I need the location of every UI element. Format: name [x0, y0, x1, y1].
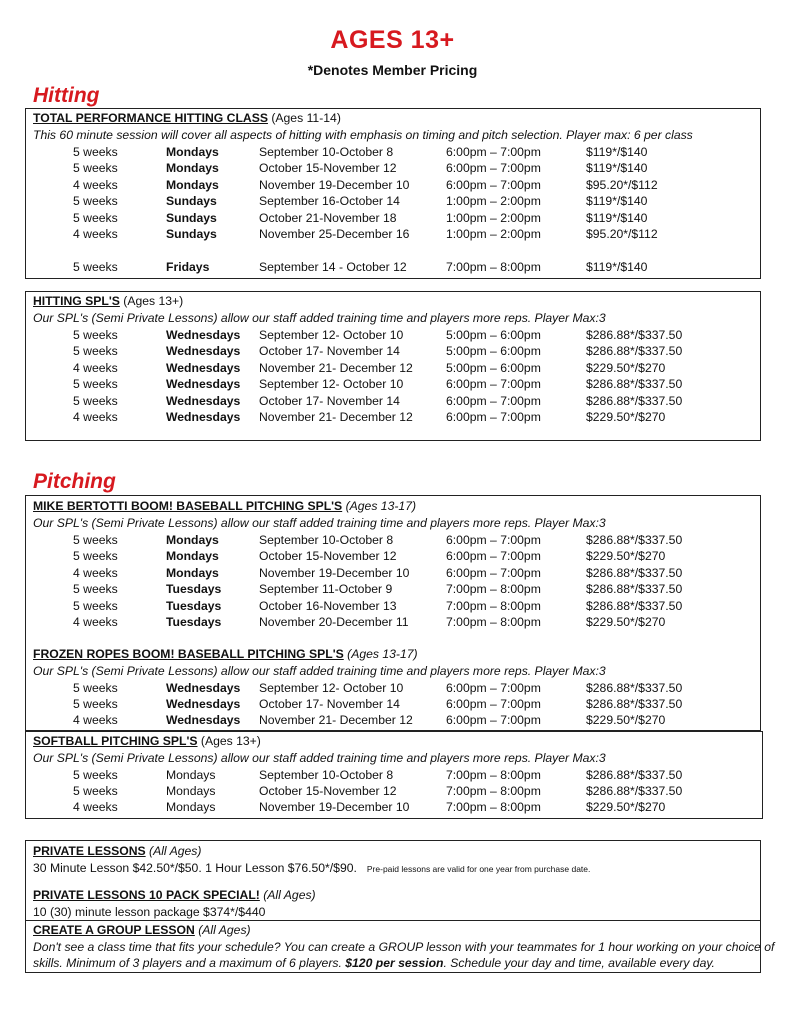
day-cell: Wednesdays: [166, 377, 241, 392]
private-ages: (All Ages): [145, 844, 202, 858]
weeks-cell: 5 weeks: [73, 328, 118, 342]
day-cell: Fridays: [166, 260, 210, 275]
hitting-heading: Hitting: [33, 84, 100, 107]
day-cell: Wednesdays: [166, 393, 241, 408]
time-cell: 6:00pm – 7:00pm: [446, 177, 541, 192]
dates-cell: November 21- December 12: [259, 713, 413, 728]
dates-cell: October 15-November 12: [259, 161, 397, 176]
class-name: MIKE BERTOTTI BOOM! BASEBALL PITCHING SPL'S: [33, 499, 343, 513]
time-cell: 6:00pm – 7:00pm: [446, 565, 541, 580]
dates-cell: September 16-October 14: [259, 194, 400, 209]
time-cell: 1:00pm – 2:00pm: [446, 210, 541, 225]
time-cell: 6:00pm – 7:00pm: [446, 410, 541, 424]
time-cell: 5:00pm – 6:00pm: [446, 344, 541, 359]
time-cell: 5:00pm – 6:00pm: [446, 360, 541, 375]
weeks-cell: 5 weeks: [73, 161, 118, 176]
price-cell: $286.88*/$337.50: [586, 565, 683, 580]
dates-cell: November 19-December 10: [259, 177, 410, 192]
time-cell: 6:00pm – 7:00pm: [446, 713, 541, 728]
class-ages: (Ages 13-17): [343, 647, 418, 661]
hitting-class-box: [25, 108, 761, 279]
price-cell: $95.20*/$112: [586, 227, 658, 241]
weeks-cell: 5 weeks: [73, 784, 118, 799]
time-cell: 6:00pm – 7:00pm: [446, 681, 541, 695]
price-cell: $286.88*/$337.50: [586, 697, 683, 712]
class-name: HITTING SPL'S: [33, 294, 120, 308]
day-cell: Tuesdays: [166, 582, 222, 597]
weeks-cell: 5 weeks: [73, 549, 118, 564]
time-cell: 7:00pm – 8:00pm: [446, 800, 541, 815]
price-cell: $286.88*/$337.50: [586, 598, 683, 613]
price-cell: $286.88*/$337.50: [586, 681, 683, 695]
time-cell: 6:00pm – 7:00pm: [446, 161, 541, 176]
softball-pitching-box: [25, 731, 763, 819]
day-cell: Mondays: [166, 161, 219, 176]
time-cell: 6:00pm – 7:00pm: [446, 697, 541, 712]
class-ages: (Ages 13-17): [342, 499, 417, 513]
group-title-line: [33, 923, 251, 937]
dates-cell: November 25-December 16: [259, 227, 410, 241]
dates-cell: November 19-December 10: [259, 565, 410, 580]
price-cell: $229.50*/$270: [586, 410, 666, 424]
weeks-cell: 5 weeks: [73, 393, 118, 408]
day-cell: Tuesdays: [166, 615, 222, 629]
weeks-cell: 5 weeks: [73, 768, 118, 782]
price-cell: $286.88*/$337.50: [586, 582, 683, 597]
time-cell: 7:00pm – 8:00pm: [446, 260, 541, 275]
weeks-cell: 5 weeks: [73, 598, 118, 613]
weeks-cell: 4 weeks: [73, 713, 118, 728]
weeks-cell: 5 weeks: [73, 697, 118, 712]
price-cell: $229.50*/$270: [586, 800, 666, 815]
day-cell: Wednesdays: [166, 681, 241, 695]
dates-cell: November 19-December 10: [259, 800, 410, 815]
group-ages: (All Ages): [194, 923, 251, 937]
dates-cell: October 15-November 12: [259, 549, 397, 564]
dates-cell: October 17- November 14: [259, 344, 400, 359]
dates-cell: November 21- December 12: [259, 410, 413, 424]
group-description-1: Don't see a class time that fits your schedule? You can create a GROUP lesson with your teammates for 1 hour working on your choice of: [33, 940, 775, 954]
price-cell: $119*/$140: [586, 161, 648, 176]
dates-cell: October 21-November 18: [259, 210, 397, 225]
class-title-line: [33, 647, 418, 661]
dates-cell: October 17- November 14: [259, 393, 400, 408]
price-cell: $119*/$140: [586, 194, 648, 209]
day-cell: Wednesdays: [166, 410, 241, 424]
day-cell: Wednesdays: [166, 360, 241, 375]
class-title-line: [33, 734, 261, 748]
day-cell: Sundays: [166, 227, 217, 241]
time-cell: 6:00pm – 7:00pm: [446, 145, 541, 159]
pitching-box: [25, 495, 761, 731]
price-cell: $119*/$140: [586, 210, 648, 225]
day-cell: Mondays: [166, 145, 219, 159]
private-price-line: [33, 861, 590, 875]
time-cell: 1:00pm – 2:00pm: [446, 227, 541, 241]
price-cell: $229.50*/$270: [586, 713, 666, 728]
class-description: Our SPL's (Semi Private Lessons) allow our staff added training time and players more reps. Player Max:3: [33, 311, 606, 325]
private-prices: 30 Minute Lesson $42.50*/$50. 1 Hour Lesson $76.50*/$90.: [33, 861, 357, 875]
weeks-cell: 4 weeks: [73, 565, 118, 580]
dates-cell: October 17- November 14: [259, 697, 400, 712]
weeks-cell: 5 weeks: [73, 260, 118, 275]
day-cell: Tuesdays: [166, 598, 222, 613]
weeks-cell: 4 weeks: [73, 800, 118, 815]
dates-cell: October 15-November 12: [259, 784, 397, 799]
day-cell: Mondays: [166, 768, 216, 782]
weeks-cell: 5 weeks: [73, 582, 118, 597]
day-cell: Mondays: [166, 549, 219, 564]
price-cell: $286.88*/$337.50: [586, 344, 683, 359]
dates-cell: September 12- October 10: [259, 681, 404, 695]
dates-cell: September 14 - October 12: [259, 260, 407, 275]
weeks-cell: 4 weeks: [73, 615, 118, 629]
class-name: SOFTBALL PITCHING SPL'S: [33, 734, 198, 748]
class-title-line: [33, 111, 341, 125]
dates-cell: September 12- October 10: [259, 328, 404, 342]
weeks-cell: 5 weeks: [73, 145, 118, 159]
class-name: FROZEN ROPES BOOM! BASEBALL PITCHING SPL'S: [33, 647, 344, 661]
price-cell: $229.50*/$270: [586, 549, 666, 564]
time-cell: 6:00pm – 7:00pm: [446, 377, 541, 392]
price-cell: $286.88*/$337.50: [586, 768, 683, 782]
class-description: Our SPL's (Semi Private Lessons) allow our staff added training time and players more reps. Player Max:3: [33, 516, 606, 530]
class-ages: (Ages 11-14): [267, 111, 341, 125]
pack-price: 10 (30) minute lesson package $374*/$440: [33, 905, 266, 919]
time-cell: 7:00pm – 8:00pm: [446, 615, 541, 629]
class-ages: (Ages 13+): [197, 734, 261, 748]
day-cell: Wednesdays: [166, 328, 241, 342]
price-cell: $229.50*/$270: [586, 360, 666, 375]
dates-cell: October 16-November 13: [259, 598, 397, 613]
pack-ages: (All Ages): [259, 888, 316, 902]
price-cell: $95.20*/$112: [586, 177, 658, 192]
day-cell: Wednesdays: [166, 713, 241, 728]
pack-title: PRIVATE LESSONS 10 PACK SPECIAL!: [33, 888, 260, 902]
day-cell: Mondays: [166, 533, 219, 547]
group-lesson-box: [25, 920, 775, 973]
dates-cell: September 10-October 8: [259, 145, 394, 159]
time-cell: 6:00pm – 7:00pm: [446, 393, 541, 408]
dates-cell: November 21- December 12: [259, 360, 413, 375]
class-ages: (Ages 13+): [119, 294, 184, 308]
dates-cell: September 10-October 8: [259, 533, 394, 547]
weeks-cell: 5 weeks: [73, 344, 118, 359]
member-pricing-note: *Denotes Member Pricing: [307, 62, 478, 78]
prepaid-note: Pre-paid lessons are valid for one year from purchase date.: [366, 864, 591, 874]
price-cell: $229.50*/$270: [586, 615, 666, 629]
day-cell: Mondays: [166, 565, 219, 580]
day-cell: Mondays: [166, 784, 216, 799]
class-description: Our SPL's (Semi Private Lessons) allow our staff added training time and players more reps. Player Max:3: [33, 664, 606, 678]
weeks-cell: 4 weeks: [73, 360, 118, 375]
day-cell: Sundays: [166, 210, 217, 225]
dates-cell: November 20-December 11: [259, 615, 409, 629]
pack-title-line: [33, 888, 316, 902]
time-cell: 7:00pm – 8:00pm: [446, 598, 541, 613]
weeks-cell: 5 weeks: [73, 533, 118, 547]
private-lessons-box: [25, 840, 761, 921]
class-title-line: [33, 499, 416, 513]
price-cell: $286.88*/$337.50: [586, 377, 683, 392]
weeks-cell: 5 weeks: [73, 681, 118, 695]
class-description: This 60 minute session will cover all aspects of hitting with emphasis on timing and pitch selection. Player max: 6 per class: [33, 128, 693, 142]
time-cell: 6:00pm – 7:00pm: [446, 549, 541, 564]
time-cell: 7:00pm – 8:00pm: [446, 768, 541, 782]
group-description-2: [33, 956, 715, 970]
private-title-line: [33, 844, 201, 858]
dates-cell: September 11-October 9: [259, 582, 393, 597]
pitching-heading: Pitching: [33, 470, 116, 493]
class-title-line: [33, 294, 183, 308]
weeks-cell: 5 weeks: [73, 377, 118, 392]
time-cell: 7:00pm – 8:00pm: [446, 582, 541, 597]
price-cell: $286.88*/$337.50: [586, 328, 683, 342]
hitting-spl-box: [25, 291, 761, 441]
time-cell: 7:00pm – 8:00pm: [446, 784, 541, 799]
day-cell: Sundays: [166, 194, 217, 209]
day-cell: Wednesdays: [166, 697, 241, 712]
price-cell: $286.88*/$337.50: [586, 784, 683, 799]
page-title: AGES 13+: [330, 26, 455, 54]
dates-cell: September 10-October 8: [259, 768, 394, 782]
price-cell: $119*/$140: [586, 260, 648, 275]
time-cell: 6:00pm – 7:00pm: [446, 533, 541, 547]
day-cell: Mondays: [166, 800, 216, 815]
dates-cell: September 12- October 10: [259, 377, 404, 392]
group-schedule-note: . Schedule your day and time, available every day.: [443, 956, 715, 970]
private-title: PRIVATE LESSONS: [33, 844, 146, 858]
class-name: TOTAL PERFORMANCE HITTING CLASS: [33, 111, 268, 125]
price-cell: $286.88*/$337.50: [586, 393, 683, 408]
group-title: CREATE A GROUP LESSON: [33, 923, 195, 937]
group-price: $120 per session: [345, 956, 444, 970]
time-cell: 1:00pm – 2:00pm: [446, 194, 541, 209]
weeks-cell: 4 weeks: [73, 227, 118, 241]
class-description: Our SPL's (Semi Private Lessons) allow our staff added training time and players more reps. Player Max:3: [33, 751, 606, 765]
weeks-cell: 5 weeks: [73, 194, 118, 209]
weeks-cell: 4 weeks: [73, 410, 118, 424]
price-cell: $286.88*/$337.50: [586, 533, 683, 547]
weeks-cell: 5 weeks: [73, 210, 118, 225]
group-min-max: skills. Minimum of 3 players and a maximum of 6 players.: [33, 956, 346, 970]
time-cell: 5:00pm – 6:00pm: [446, 328, 541, 342]
price-cell: $119*/$140: [586, 145, 648, 159]
day-cell: Mondays: [166, 177, 219, 192]
weeks-cell: 4 weeks: [73, 177, 118, 192]
day-cell: Wednesdays: [166, 344, 241, 359]
